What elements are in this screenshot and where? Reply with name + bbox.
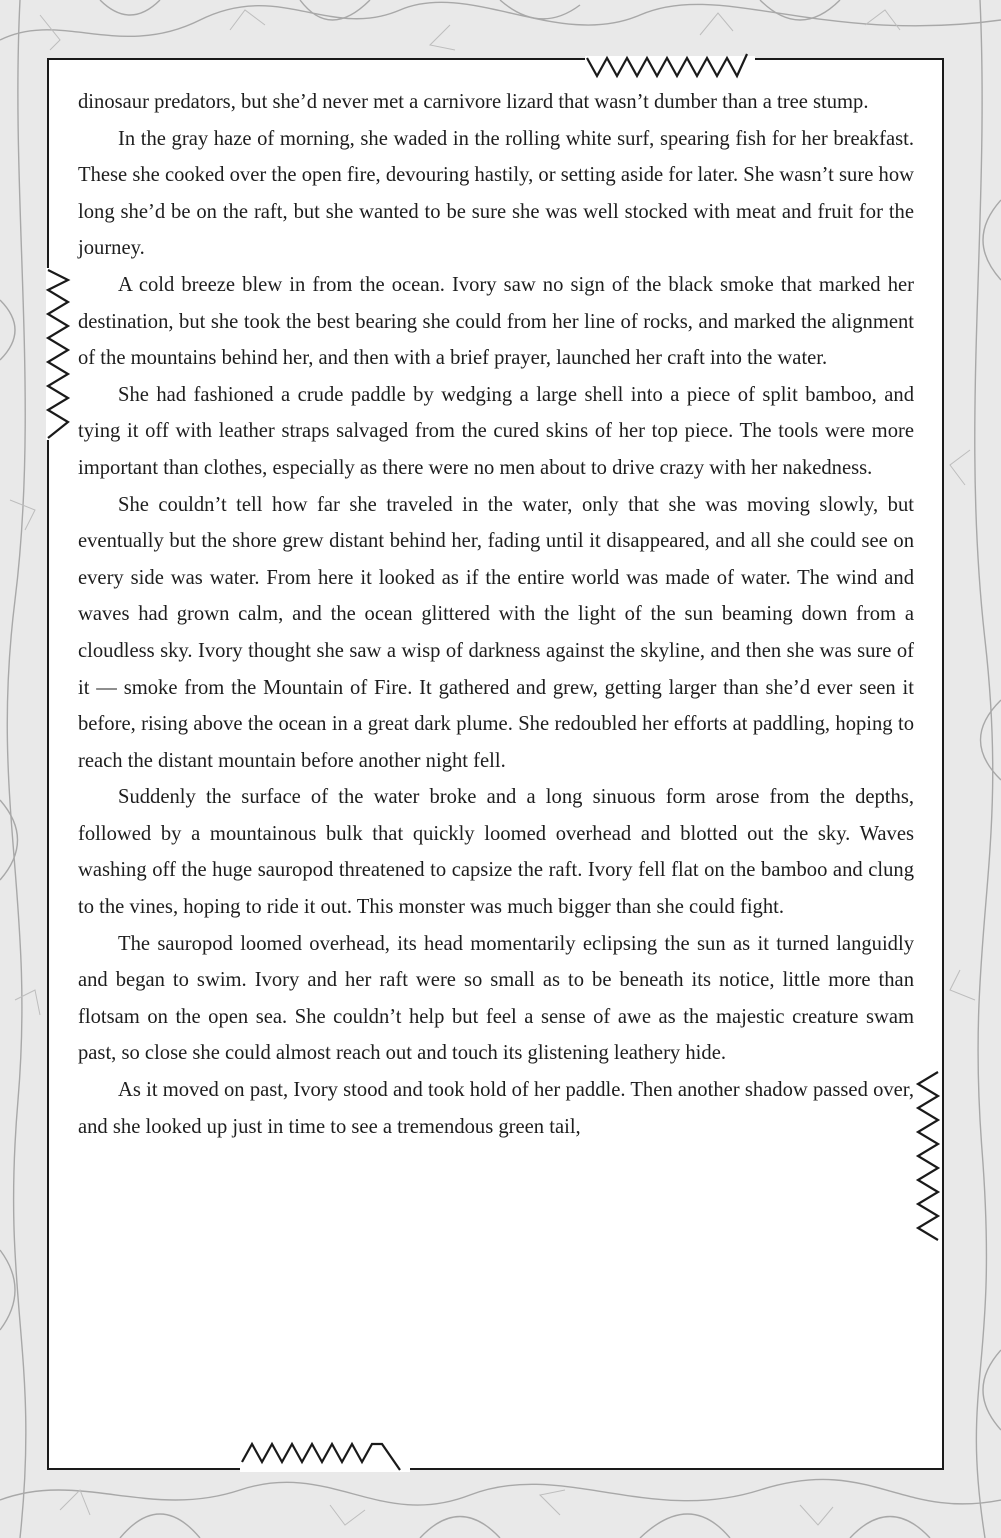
story-text [78,84,914,1145]
paragraph: A cold breeze blew in from the ocean. Ivory saw no sign of the black smoke that marked her destination, but she took the best bearing she could from her line of rocks, and marked the alignment of the mountains behind her, and then with a brief prayer, launched her craft into the water. [78,273,914,370]
paragraph: The sauropod loomed overhead, its head momentarily eclipsing the sun as it turned languidly and began to swim. Ivory and her raft were so small as to be beneath its notice, little more than flotsam on the open sea. She couldn’t help but feel a sense of awe as the majestic creature swam past, so close she could almost reach out and touch its glistening leathery hide. [78,932,914,1065]
paragraph: She couldn’t tell how far she traveled in the water, only that she was moving slowly, but eventually but the shore grew distant behind her, fading until it disappeared, and all she could see on every side was water. From here it looked as if the entire world was made of water. The wind and waves had grown calm, and the ocean glittered with the light of the sun beaming down from a cloudless sky. Ivory thought she saw a wisp of darkness against the skyline, and then she was sure of it — smoke from the Mountain of Fire. It gathered and grew, getting larger than she’d ever seen it before, rising above the ocean in a great dark plume. She redoubled her efforts at paddling, hoping to reach the distant mountain before another night fell. [78,493,914,772]
zigzag-bottom-border [240,1432,410,1474]
paragraph: dinosaur predators, but she’d never met a carnivore lizard that wasn’t dumber than a tree stump. [78,91,869,113]
paragraph: In the gray haze of morning, she waded in the rolling white surf, spearing fish for her breakfast. These she cooked over the open fire, devouring hastily, or setting aside for later. She wasn’t sure how long she’d be on the raft, but she wanted to be sure she was well stocked with meat and fruit for the journey. [78,127,914,260]
paragraph: As it moved on past, Ivory stood and took hold of her paddle. Then another shadow passed over, and she looked up just in time to see a tremendous green tail, [78,1079,914,1138]
zigzag-right-border [912,1070,952,1242]
paragraph: She had fashioned a crude paddle by wedging a large shell into a piece of split bamboo, and tying it off with leather straps salvaged from the cured skins of her top piece. The tools were more important than clothes, especially as there were no men about to drive crazy with her nakedness. [78,383,914,479]
zigzag-top-border [585,50,755,80]
zigzag-left-border [34,268,74,440]
paragraph: Suddenly the surface of the water broke and a long sinuous form arose from the depths, followed by a mountainous bulk that quickly loomed overhead and blotted out the sky. Waves washing off the huge sauropod threatened to capsize the raft. Ivory fell flat on the bamboo and clung to the vines, hoping to ride it out. This monster was much bigger than she could fight. [78,786,914,919]
